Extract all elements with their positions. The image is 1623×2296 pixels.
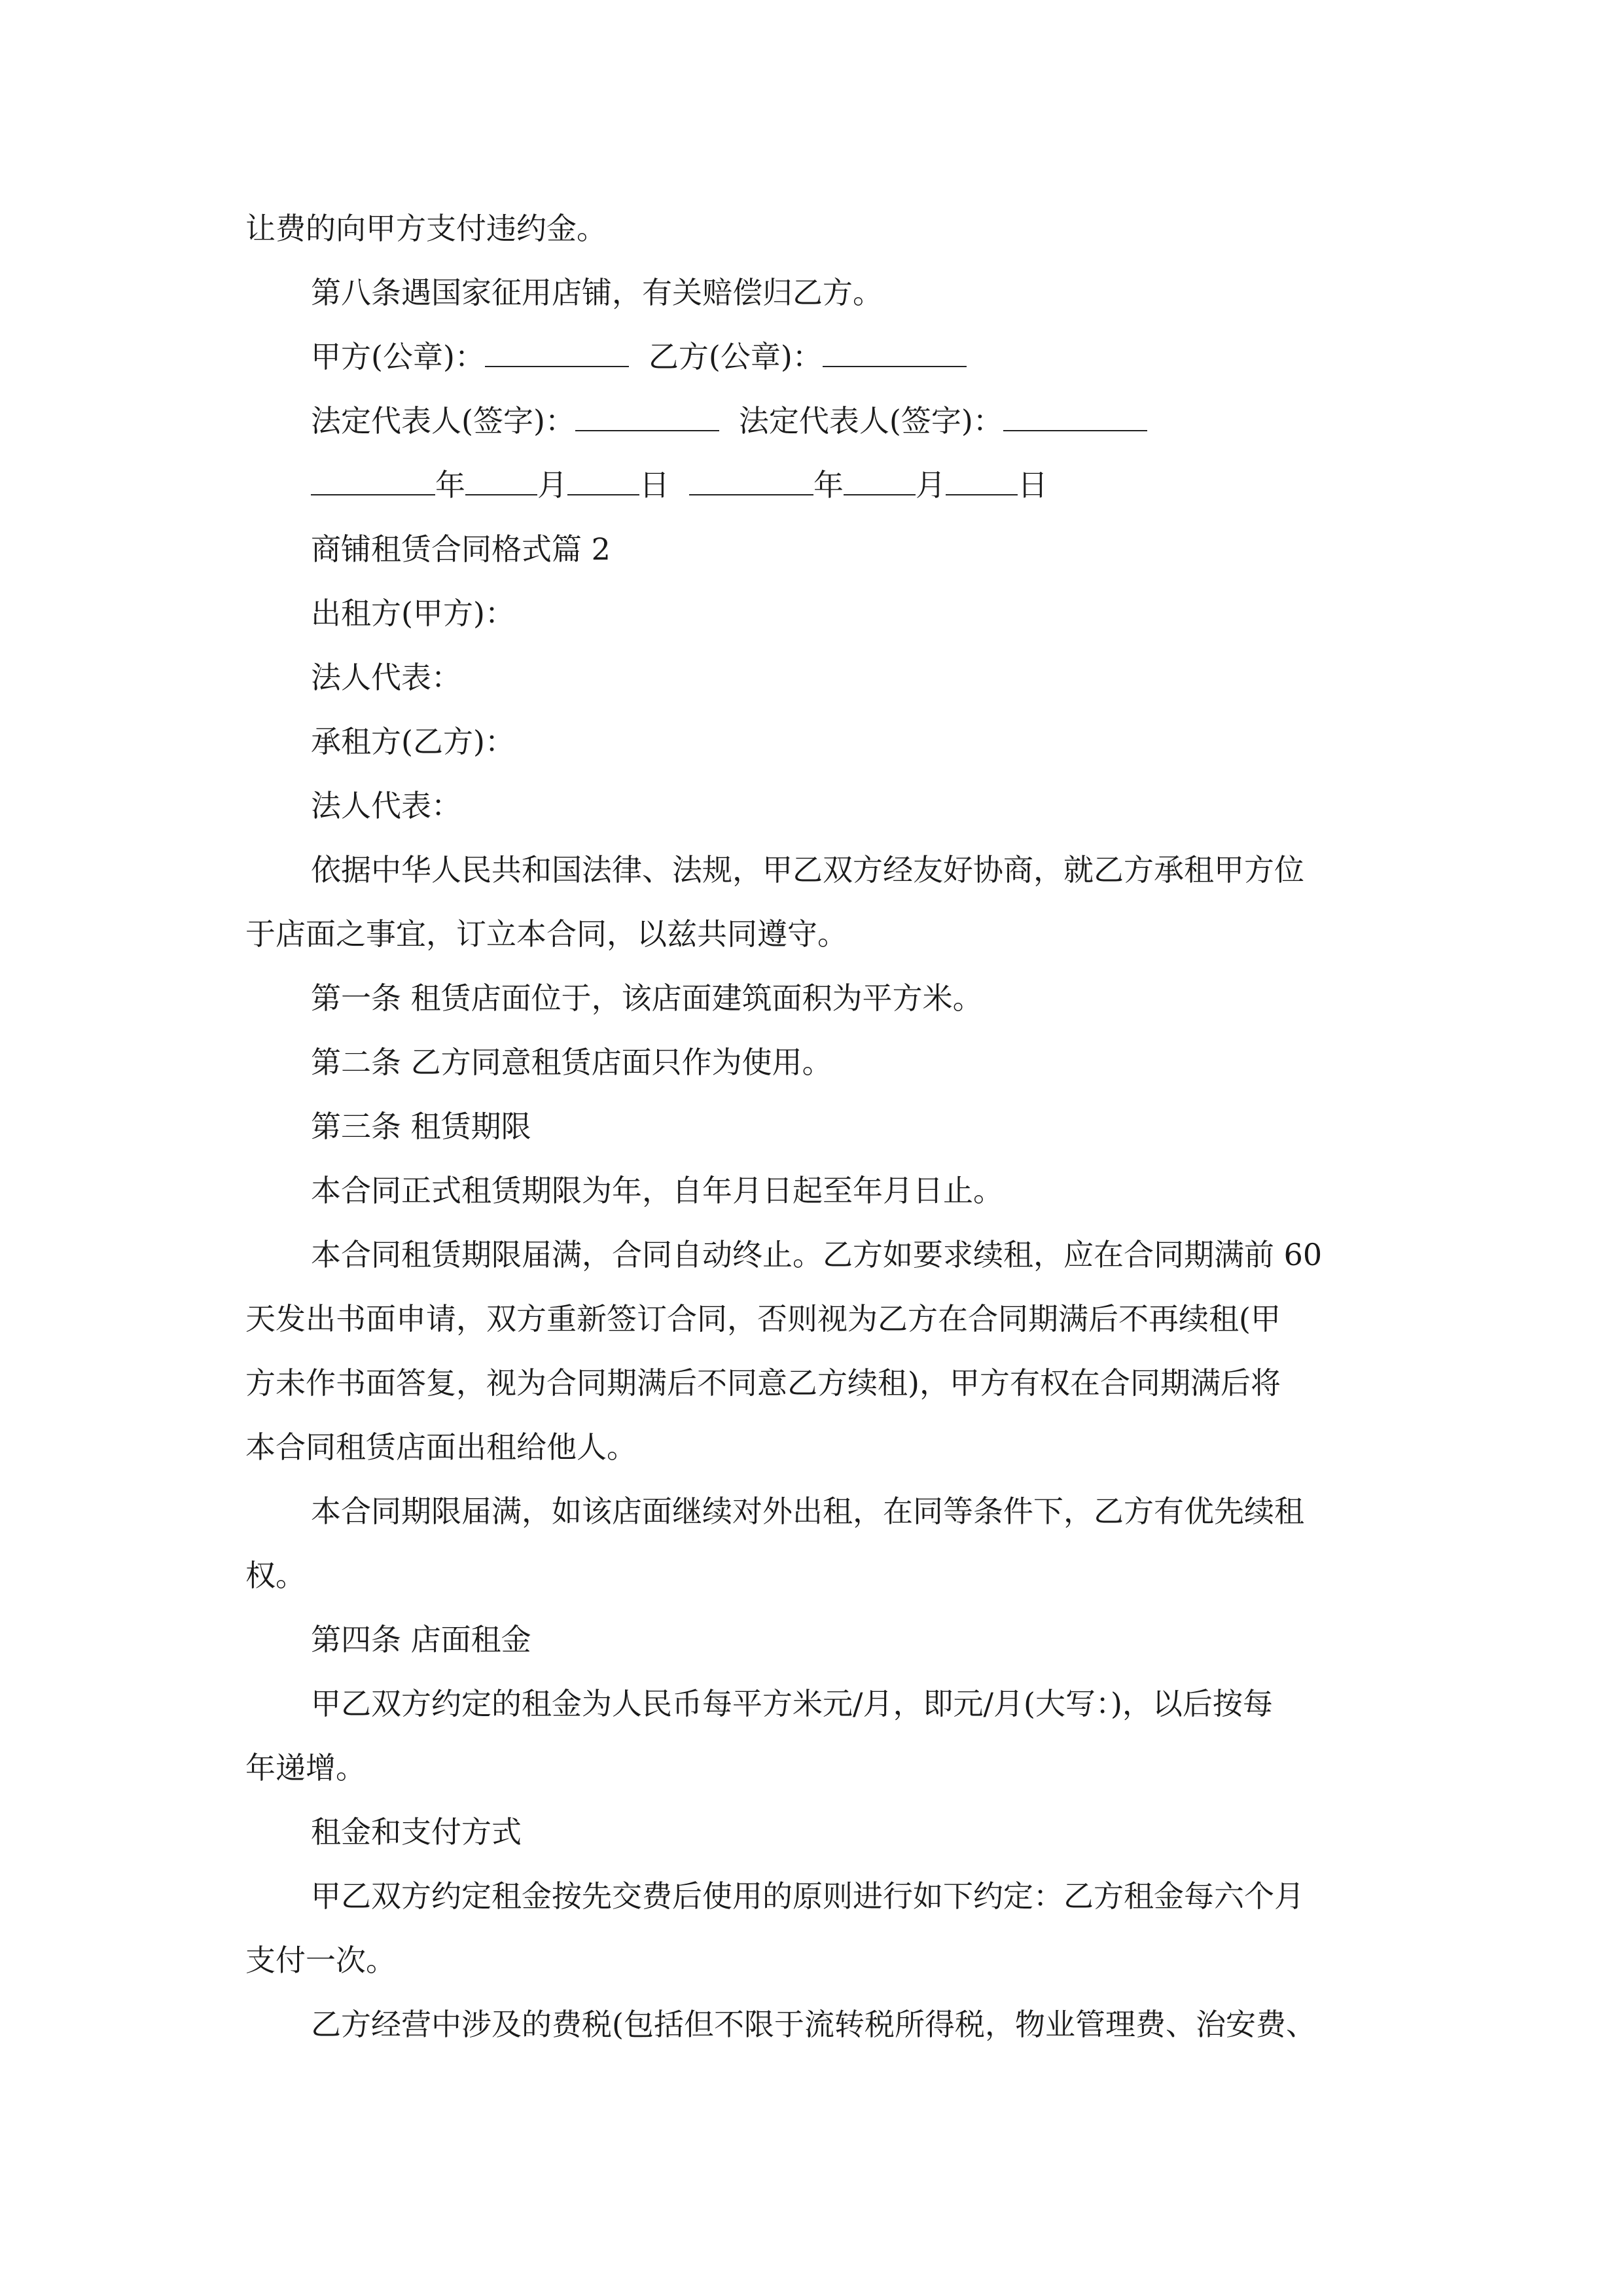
day-label-a: 日 — [639, 467, 669, 503]
paragraph-line: 甲乙双方约定的租金为人民币每平方米元/月，即元/月(大写：)，以后按每 — [311, 1686, 1273, 1721]
month-blank-a — [465, 464, 537, 495]
paragraph-line: 本合同正式租赁期限为年，自年月日起至年月日止。 — [311, 1173, 1003, 1208]
month-label-b: 月 — [916, 467, 946, 503]
paragraph-line: 本合同期限届满，如该店面继续对外出租，在同等条件下，乙方有优先续租 — [311, 1494, 1304, 1529]
year-blank-b — [689, 464, 813, 495]
paragraph-line: 让费的向甲方支付违约金。 — [245, 211, 607, 246]
article-eight: 第八条遇国家征用店铺，有关赔偿归乙方。 — [311, 275, 883, 310]
party-a-seal-label: 甲方(公章)： — [311, 339, 485, 374]
party-b-seal-label: 乙方(公章)： — [648, 339, 823, 374]
paragraph-line: 于店面之事宜，订立本合同，以兹共同遵守。 — [245, 916, 847, 952]
rep-b-label: 法定代表人(签字)： — [738, 403, 1003, 439]
lessor-label: 出租方(甲方)： — [311, 596, 515, 631]
rep-b-blank — [1003, 400, 1147, 431]
paragraph-line: 天发出书面申请，双方重新签订合同，否则视为乙方在合同期满后不再续租(甲 — [245, 1301, 1281, 1336]
paragraph-line: 本合同租赁期限届满，合同自动终止。乙方如要求续租，应在合同期满前 60 — [311, 1237, 1323, 1272]
article-three: 第三条 租赁期限 — [311, 1109, 531, 1144]
section-heading: 商铺租赁合同格式篇 2 — [311, 531, 611, 567]
year-label-b: 年 — [813, 467, 844, 503]
paragraph-line: 依据中华人民共和国法律、法规，甲乙双方经友好协商，就乙方承租甲方位 — [311, 852, 1304, 888]
article-one: 第一条 租赁店面位于，该店面建筑面积为平方米。 — [311, 980, 983, 1016]
year-blank-a — [311, 464, 435, 495]
paragraph-line: 本合同租赁店面出租给他人。 — [245, 1429, 637, 1465]
party-b-seal-blank — [823, 336, 967, 367]
paragraph-line: 权。 — [245, 1558, 306, 1593]
article-two: 第二条 乙方同意租赁店面只作为使用。 — [311, 1045, 832, 1080]
day-blank-b — [946, 464, 1018, 495]
document-body — [245, 196, 1397, 2056]
legal-rep-label: 法人代表： — [311, 788, 461, 823]
paragraph-line: 方未作书面答复，视为合同期满后不同意乙方续租)，甲方有权在合同期满后将 — [245, 1365, 1281, 1401]
paragraph-line: 年递增。 — [245, 1750, 366, 1785]
subsection-heading: 租金和支付方式 — [311, 1814, 522, 1850]
representative-line — [245, 389, 1397, 453]
party-a-seal-blank — [485, 336, 629, 367]
article-four: 第四条 店面租金 — [311, 1622, 531, 1657]
legal-rep-label: 法人代表： — [311, 660, 461, 695]
day-label-b: 日 — [1018, 467, 1048, 503]
seal-line — [245, 325, 1397, 389]
rep-a-label: 法定代表人(签字)： — [311, 403, 575, 439]
paragraph-line: 乙方经营中涉及的费税(包括但不限于流转税所得税，物业管理费、治安费、 — [311, 2007, 1316, 2042]
month-label-a: 月 — [537, 467, 567, 503]
month-blank-b — [844, 464, 916, 495]
year-label-a: 年 — [435, 467, 465, 503]
rep-a-blank — [575, 400, 719, 431]
lessee-label: 承租方(乙方)： — [311, 724, 515, 759]
paragraph-line: 甲乙双方约定租金按先交费后使用的原则进行如下约定：乙方租金每六个月 — [311, 1878, 1304, 1914]
date-line — [245, 453, 1397, 517]
day-blank-a — [567, 464, 639, 495]
paragraph-line: 支付一次。 — [245, 1943, 396, 1978]
